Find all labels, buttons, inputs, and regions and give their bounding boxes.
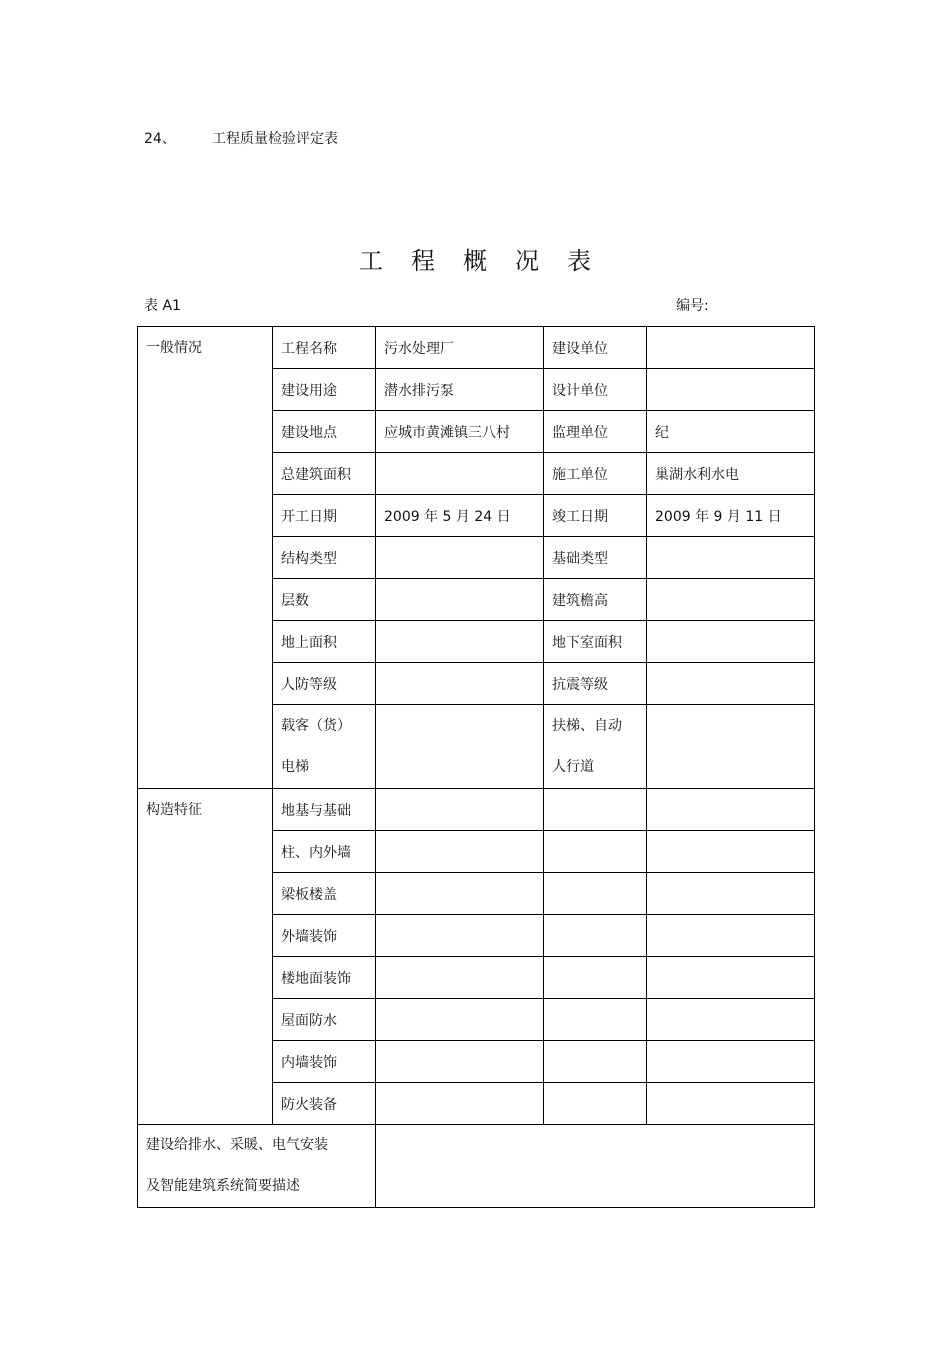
field-label: 监理单位	[544, 411, 647, 453]
field-value	[376, 453, 544, 495]
field-value	[376, 663, 544, 705]
field-value	[647, 705, 815, 789]
field-value	[544, 831, 647, 873]
systems-description-line1: 建设给排水、采暖、电气安装	[146, 1137, 328, 1153]
page-title: 工程概况表	[359, 247, 619, 275]
elevator-label-line1: 载客（货）	[281, 717, 351, 734]
field-value	[647, 327, 815, 369]
field-value	[376, 537, 544, 579]
field-value: 纪	[647, 411, 815, 453]
field-value	[647, 873, 815, 915]
field-value	[376, 915, 544, 957]
field-value	[647, 999, 815, 1041]
field-value	[647, 537, 815, 579]
field-label: 建设地点	[273, 411, 376, 453]
field-label: 结构类型	[273, 537, 376, 579]
field-value	[376, 873, 544, 915]
elevator-label-line2: 电梯	[281, 758, 309, 775]
field-label: 外墙装饰	[273, 915, 376, 957]
field-label: 抗震等级	[544, 663, 647, 705]
field-value	[376, 705, 544, 789]
field-value	[647, 957, 815, 999]
field-value	[544, 999, 647, 1041]
section-heading	[144, 128, 338, 148]
field-value: 2009 年 5 月 24 日	[376, 495, 544, 537]
field-value	[544, 1041, 647, 1083]
field-value	[647, 663, 815, 705]
field-value	[647, 579, 815, 621]
field-value	[376, 999, 544, 1041]
field-value	[544, 789, 647, 831]
field-label: 梁板楼盖	[273, 873, 376, 915]
field-value	[376, 957, 544, 999]
field-value	[647, 1041, 815, 1083]
field-value	[376, 789, 544, 831]
field-label: 总建筑面积	[273, 453, 376, 495]
field-value: 应城市黄滩镇三八村	[376, 411, 544, 453]
field-label: 防火装备	[273, 1083, 376, 1125]
field-value: 巢湖水利水电	[647, 453, 815, 495]
field-label: 设计单位	[544, 369, 647, 411]
field-value	[376, 831, 544, 873]
field-label: 地下室面积	[544, 621, 647, 663]
section-number: 24、	[144, 131, 176, 147]
section-title: 工程质量检验评定表	[212, 131, 338, 147]
field-value: 2009 年 9 月 11 日	[647, 495, 815, 537]
field-value	[647, 789, 815, 831]
table-id: 表 A1	[144, 298, 181, 314]
escalator-label	[544, 705, 647, 789]
field-label: 开工日期	[273, 495, 376, 537]
elevator-label	[273, 705, 376, 789]
field-value	[376, 621, 544, 663]
field-value: 潜水排污泵	[376, 369, 544, 411]
systems-description-label	[138, 1125, 376, 1208]
field-label: 基础类型	[544, 537, 647, 579]
systems-description-line2: 及智能建筑系统简要描述	[146, 1178, 300, 1194]
field-label: 施工单位	[544, 453, 647, 495]
construction-group-label: 构造特征	[138, 789, 273, 1125]
field-value	[376, 579, 544, 621]
field-label: 楼地面装饰	[273, 957, 376, 999]
field-label: 柱、内外墙	[273, 831, 376, 873]
field-value	[647, 1083, 815, 1125]
table-row	[138, 1125, 815, 1208]
field-label: 内墙装饰	[273, 1041, 376, 1083]
field-label: 建设单位	[544, 327, 647, 369]
field-value	[544, 915, 647, 957]
field-value	[376, 1041, 544, 1083]
field-label: 层数	[273, 579, 376, 621]
field-value	[544, 873, 647, 915]
escalator-label-line1: 扶梯、自动	[552, 717, 622, 734]
field-value	[647, 369, 815, 411]
field-label: 竣工日期	[544, 495, 647, 537]
field-label: 工程名称	[273, 327, 376, 369]
field-value	[647, 915, 815, 957]
field-label: 地上面积	[273, 621, 376, 663]
general-group-label: 一般情况	[138, 327, 273, 789]
field-value	[376, 1083, 544, 1125]
systems-description-value	[376, 1125, 815, 1208]
serial-number-label: 编号:	[676, 298, 709, 314]
field-value	[647, 621, 815, 663]
table-row	[138, 789, 815, 831]
field-value	[647, 831, 815, 873]
field-label: 建筑檐高	[544, 579, 647, 621]
field-value	[544, 1083, 647, 1125]
project-overview-table	[137, 326, 815, 1208]
field-value: 污水处理厂	[376, 327, 544, 369]
field-label: 地基与基础	[273, 789, 376, 831]
escalator-label-line2: 人行道	[552, 758, 594, 775]
field-label: 建设用途	[273, 369, 376, 411]
table-row	[138, 327, 815, 369]
field-value	[544, 957, 647, 999]
field-label: 屋面防水	[273, 999, 376, 1041]
field-label: 人防等级	[273, 663, 376, 705]
